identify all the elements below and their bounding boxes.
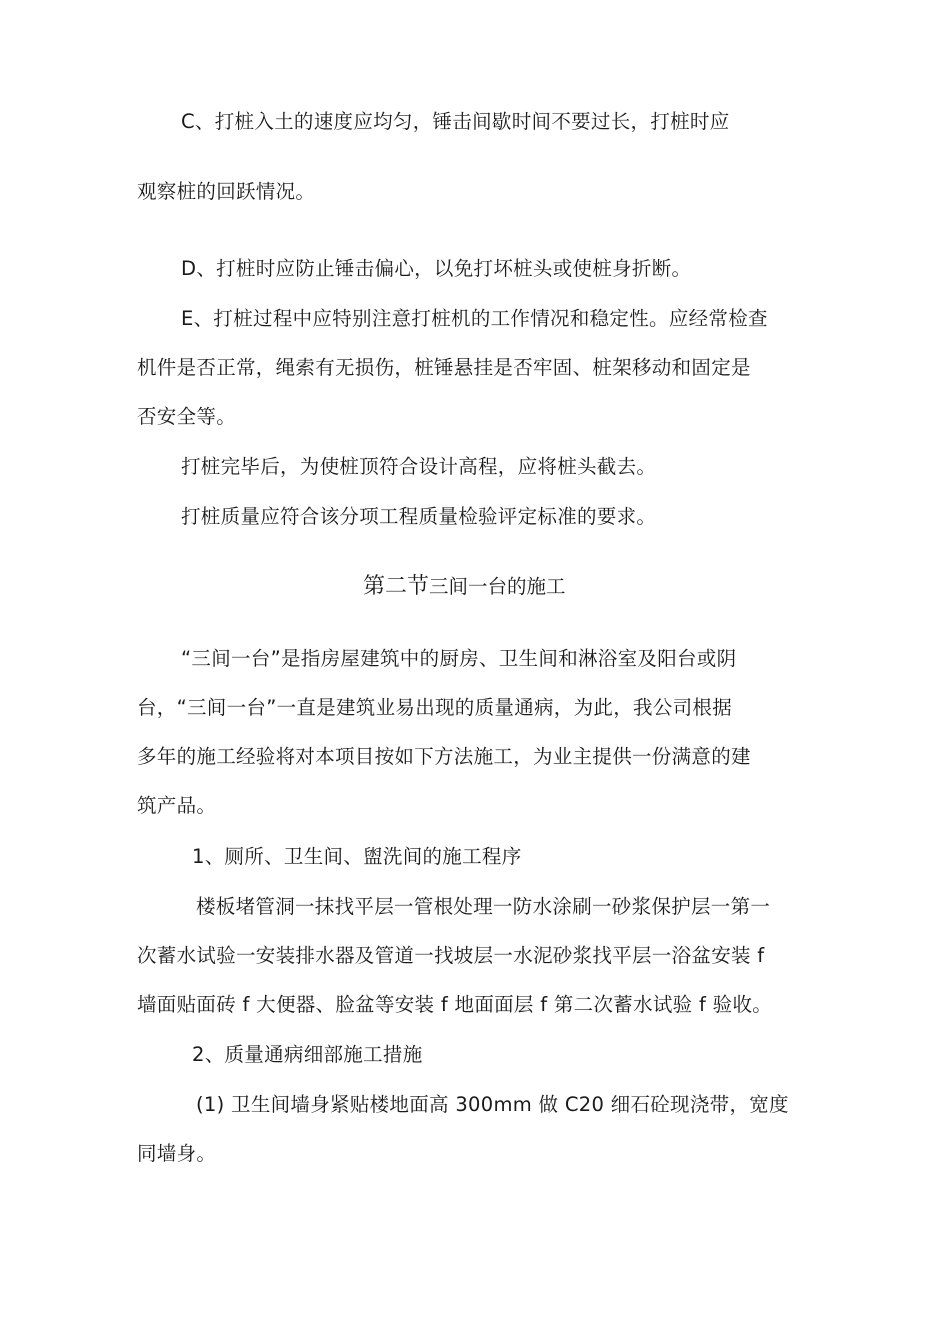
subheading-1: 1、厕所、卫生间、盥洗间的施工程序 [192, 845, 522, 868]
measure-1-line-1: (1) 卫生间墙身紧贴楼地面高 300mm 做 C20 细石砼现浇带，宽度 [196, 1093, 789, 1116]
procedure-line-2: 次蓄水试验一安装排水器及管道一找坡层一水泥砂浆找平层一浴盆安装 f [137, 944, 765, 967]
paragraph-d: D、打桩时应防止锤击偏心，以免打坏桩头或使桩身折断。 [181, 257, 692, 280]
section-title: 三间一台的施工 [429, 575, 566, 598]
paragraph-pile-cutting: 打桩完毕后，为使桩顶符合设计高程，应将桩头截去。 [181, 455, 657, 478]
intro-line-4: 筑产品。 [137, 794, 217, 817]
section-heading [363, 573, 566, 602]
paragraph-pile-quality: 打桩质量应符合该分项工程质量检验评定标准的要求。 [181, 505, 657, 528]
intro-line-1: “三间一台”是指房屋建筑中的厨房、卫生间和淋浴室及阳台或阴 [181, 647, 737, 670]
subheading-2: 2、质量通病细部施工措施 [192, 1043, 423, 1066]
paragraph-e-line-2: 机件是否正常，绳索有无损伤，桩锤悬挂是否牢固、桩架移动和固定是 [137, 356, 751, 379]
procedure-line-3: 墙面贴面砖 f 大便器、脸盆等安装 f 地面面层 f 第二次蓄水试验 f 验收。 [137, 993, 773, 1016]
section-number: 第二节 [363, 574, 430, 599]
measure-1-line-2: 同墙身。 [137, 1142, 217, 1165]
paragraph-e-line-1: E、打桩过程中应特别注意打桩机的工作情况和稳定性。应经常检查 [181, 307, 768, 330]
paragraph-c-line-1: C、打桩入土的速度应均匀，锤击间歇时间不要过长，打桩时应 [181, 110, 730, 133]
procedure-line-1: 楼板堵管洞一抹找平层一管根处理一防水涂刷一砂浆保护层一第一 [196, 895, 771, 918]
paragraph-c-line-2: 观察桩的回跃情况。 [137, 180, 316, 203]
intro-line-2: 台，“三间一台”一直是建筑业易出现的质量通病，为此，我公司根据 [137, 696, 733, 719]
paragraph-e-line-3: 否安全等。 [137, 405, 237, 428]
intro-line-3: 多年的施工经验将对本项目按如下方法施工，为业主提供一份满意的建 [137, 745, 751, 768]
